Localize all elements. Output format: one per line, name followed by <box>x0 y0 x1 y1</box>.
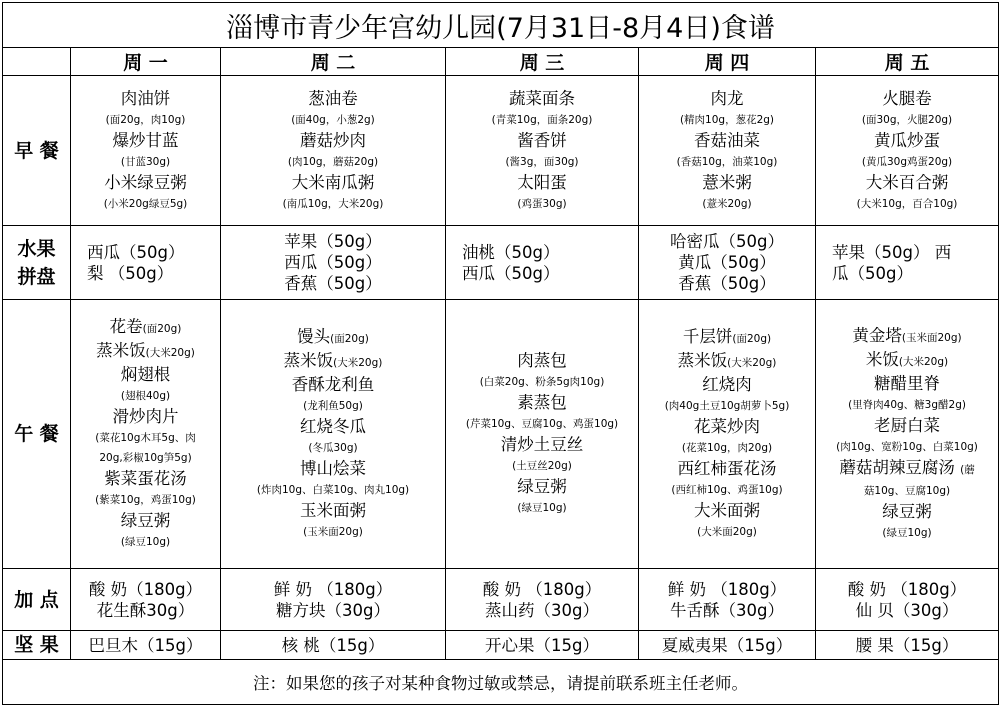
dish-line <box>816 349 998 373</box>
dish-name: 肉龙 <box>710 88 744 108</box>
fruit-cell <box>221 226 446 300</box>
lunch-cell <box>71 300 221 569</box>
dish-ingredients: (绿豆10g) <box>517 502 567 514</box>
dish-name: 酱香饼 <box>517 130 567 150</box>
dish-ingredients: (面20g，肉10g) <box>105 113 186 126</box>
dish-ingredients: (玉米面20g) <box>901 332 962 344</box>
dish-ingredients: (花菜10g，肉20g) <box>681 442 773 454</box>
dish-ingredients: (精肉10g，葱花2g) <box>679 113 775 126</box>
dish-name: 蒸米饭 <box>96 341 146 360</box>
dish-ingredients: (黄瓜30g鸡蛋20g) <box>861 155 953 168</box>
nuts-cell: 开心果（15g） <box>446 631 639 660</box>
snack-row <box>3 569 999 631</box>
item-line: 苹果（50g） 西 <box>832 242 952 262</box>
dish-name: 博山烩菜 <box>300 459 366 478</box>
item-line: 鲜 奶 （180g） <box>667 579 787 599</box>
row-label-fruit-line2: 拼盘 <box>17 265 56 288</box>
item-line: 仙 贝（30g） <box>855 600 959 620</box>
dish-name: 花卷 <box>109 317 143 336</box>
breakfast-cell <box>71 76 221 226</box>
day-header-thu: 周 四 <box>639 48 816 76</box>
dish-line <box>71 316 220 340</box>
fruit-cell <box>446 226 639 300</box>
dish-name: 馒头 <box>297 327 331 346</box>
nuts-cell: 夏威夷果（15g） <box>639 631 816 660</box>
lunch-row <box>3 300 999 569</box>
breakfast-cell <box>221 76 446 226</box>
dish-ingredients: (面20g) <box>142 323 182 335</box>
dish-name: 香菇油菜 <box>694 130 760 150</box>
dish-ingredients: (肉40g土豆10g胡萝卜5g) <box>664 400 790 412</box>
row-label-fruit-line1: 水果 <box>17 237 56 260</box>
dish-ingredients: (土豆丝20g) <box>512 460 572 472</box>
day-header-row <box>3 48 999 76</box>
dish-name: 玉米面粥 <box>300 501 366 520</box>
menu-table <box>2 2 999 705</box>
dish-ingredients: (大米10g，百合10g) <box>856 197 958 210</box>
dish-name: 绿豆粥 <box>517 477 567 496</box>
dish-name: 大米南瓜粥 <box>291 172 375 192</box>
page-title: 淄博市青少年宫幼儿园(7月31日-8月4日)食谱 <box>3 3 999 48</box>
dish-line <box>816 325 998 349</box>
item-line: 酸 奶 （180g） <box>482 579 602 599</box>
day-header-tue: 周 二 <box>221 48 446 76</box>
item-line: 油桃（50g） <box>462 242 560 262</box>
item-line: 西瓜（50g） <box>87 242 185 262</box>
row-label-breakfast: 早 餐 <box>3 76 71 226</box>
dish-name: 黄瓜炒蛋 <box>874 130 941 150</box>
dish-ingredients: (蘑 <box>960 464 975 476</box>
dish-name: 肉蒸包 <box>517 351 567 370</box>
snack-cell <box>816 569 999 631</box>
dish-name: 蔬菜面条 <box>509 88 575 108</box>
fruit-cell <box>816 226 999 300</box>
dish-ingredients: (菜花10g木耳5g、肉 <box>95 432 196 444</box>
dish-ingredients: (香菇10g，油菜10g) <box>676 155 778 168</box>
row-label-nuts: 坚 果 <box>3 631 71 660</box>
fruit-cell <box>639 226 816 300</box>
dish-line <box>639 326 815 350</box>
dish-name: 火腿卷 <box>882 88 932 108</box>
row-label-fruit <box>3 226 71 300</box>
dish-name: 滑炒肉片 <box>112 407 179 426</box>
dish-name: 老厨白菜 <box>874 416 941 435</box>
item-line: 梨 （50g） <box>87 263 174 283</box>
item-line: 酸 奶（180g） <box>88 579 203 599</box>
dish-ingredients: (大米20g) <box>333 357 383 369</box>
dish-name: 绿豆粥 <box>882 502 932 521</box>
dish-name: 蒸米饭 <box>677 351 728 370</box>
dish-ingredients: (薏米20g) <box>702 197 752 210</box>
dish-line <box>816 457 998 481</box>
dish-ingredients: (青菜10g，面条20g) <box>491 113 593 126</box>
dish-ingredients: (鸡蛋30g) <box>517 197 567 210</box>
dish-name: 红烧肉 <box>702 375 752 394</box>
fruit-cell <box>71 226 221 300</box>
dish-name: 焖翅根 <box>120 365 171 384</box>
dish-ingredients: (紫菜10g，鸡蛋10g) <box>95 494 196 506</box>
item-line: 香蕉（50g） <box>284 274 382 293</box>
nuts-cell: 核 桃（15g） <box>221 631 446 660</box>
breakfast-cell <box>639 76 816 226</box>
dish-name: 紫菜蛋花汤 <box>104 469 187 488</box>
dish-name: 红烧冬瓜 <box>300 417 366 436</box>
fruit-row <box>3 226 999 300</box>
dish-line <box>221 350 445 374</box>
day-header-fri: 周 五 <box>816 48 999 76</box>
dish-name: 大米面粥 <box>694 501 760 520</box>
item-line: 酸 奶 （180g） <box>847 579 967 599</box>
snack-cell <box>639 569 816 631</box>
dish-ingredients: (玉米面20g) <box>303 526 363 538</box>
dish-ingredients: (小米20g绿豆5g) <box>103 197 188 210</box>
menu-sheet <box>2 2 998 696</box>
dish-name: 薏米粥 <box>702 172 752 192</box>
dish-name: 小米绿豆粥 <box>104 172 187 192</box>
item-line: 牛舌酥（30g） <box>670 600 784 620</box>
item-line: 鲜 奶 （180g） <box>273 579 393 599</box>
dish-name: 蘑菇胡辣豆腐汤 <box>839 458 961 477</box>
dish-line <box>639 350 815 374</box>
item-line: 西瓜（50g） <box>284 253 382 272</box>
dish-name: 蘑菇炒肉 <box>300 130 366 150</box>
dish-ingredients: (酱3g，面30g) <box>505 155 579 168</box>
dish-name: 糖醋里脊 <box>874 374 941 393</box>
day-header-mon: 周 一 <box>71 48 221 76</box>
item-line: 黄瓜（50g） <box>678 253 776 272</box>
dish-name: 西红柿蛋花汤 <box>677 459 777 478</box>
item-line: 苹果（50g） <box>284 232 382 251</box>
dish-ingredients: (芹菜10g、豆腐10g、鸡蛋10g) <box>465 418 619 430</box>
dish-ingredients: (绿豆10g) <box>882 527 932 539</box>
dish-ingredients: (翅根40g) <box>120 390 171 402</box>
dish-ingredients: 菇10g、豆腐10g) <box>863 485 951 497</box>
dish-name: 太阳蛋 <box>517 172 567 192</box>
breakfast-cell <box>446 76 639 226</box>
dish-ingredients: (大米面20g) <box>697 526 757 538</box>
dish-ingredients: (炸肉10g、白菜10g、肉丸10g) <box>256 484 410 496</box>
item-line: 花生酥30g） <box>96 600 195 620</box>
item-line: 香蕉（50g） <box>678 274 776 293</box>
dish-ingredients: (南瓜10g，大米20g) <box>282 197 384 210</box>
dish-name: 肉油饼 <box>120 88 171 108</box>
breakfast-cell <box>816 76 999 226</box>
dish-ingredients: (冬瓜30g) <box>308 442 358 454</box>
dish-name: 香酥龙利鱼 <box>291 375 375 394</box>
row-label-lunch: 午 餐 <box>3 300 71 569</box>
dish-ingredients: (面20g) <box>330 333 369 345</box>
dish-ingredients: (龙利鱼50g) <box>303 400 363 412</box>
breakfast-row <box>3 76 999 226</box>
dish-name: 绿豆粥 <box>120 511 171 530</box>
lunch-cell <box>221 300 446 569</box>
dish-ingredients: (大米20g) <box>145 347 195 359</box>
item-line: 瓜（50g） <box>832 263 913 283</box>
lunch-cell <box>639 300 816 569</box>
dish-ingredients: (肉10g，蘑菇20g) <box>287 155 379 168</box>
dish-name: 素蒸包 <box>517 393 567 412</box>
dish-ingredients: 20g,彩椒10g笋5g) <box>99 452 192 464</box>
dish-ingredients: (面20g) <box>732 333 772 345</box>
item-line: 蒸山药（30g） <box>485 600 599 620</box>
dish-ingredients: (肉10g、宽粉10g、白菜10g) <box>836 441 978 453</box>
dish-line <box>71 340 220 364</box>
dish-name: 大米百合粥 <box>865 172 949 192</box>
footer-note: 注：如果您的孩子对某种食物过敏或禁忌，请提前联系班主任老师。 <box>3 660 999 705</box>
day-header-wed: 周 三 <box>446 48 639 76</box>
corner-cell <box>3 48 71 76</box>
item-line: 哈密瓜（50g） <box>670 232 784 251</box>
dish-line <box>221 326 445 350</box>
dish-ingredients: (绿豆10g) <box>120 536 171 548</box>
dish-ingredients: (面30g，火腿20g) <box>861 113 953 126</box>
nuts-row <box>3 631 999 660</box>
snack-cell <box>71 569 221 631</box>
snack-cell <box>446 569 639 631</box>
dish-name: 蒸米饭 <box>283 351 334 370</box>
dish-ingredients: (里脊肉40g、糖3g醋2g) <box>848 399 966 411</box>
dish-name: 爆炒甘蓝 <box>112 130 179 150</box>
dish-name: 黄金塔 <box>852 326 902 345</box>
nuts-cell: 腰 果（15g） <box>816 631 999 660</box>
snack-cell <box>221 569 446 631</box>
item-line: 糖方块（30g） <box>276 600 390 620</box>
dish-name: 清炒土豆丝 <box>500 435 584 454</box>
nuts-cell: 巴旦木（15g） <box>71 631 221 660</box>
row-label-snack: 加 点 <box>3 569 71 631</box>
dish-ingredients: (西红柿10g、鸡蛋10g) <box>671 484 783 496</box>
dish-name: 葱油卷 <box>308 88 358 108</box>
dish-name: 花菜炒肉 <box>694 417 760 436</box>
lunch-cell <box>816 300 999 569</box>
dish-ingredients: (大米20g) <box>727 357 777 369</box>
dish-ingredients: (面40g，小葱2g) <box>291 113 375 126</box>
dish-ingredients: (甘蓝30g) <box>120 155 171 168</box>
lunch-cell <box>446 300 639 569</box>
dish-name: 米饭 <box>865 350 899 369</box>
dish-ingredients: (大米20g) <box>898 356 949 368</box>
dish-ingredients: (白菜20g、粉条5g肉10g) <box>479 376 605 388</box>
dish-name: 千层饼 <box>682 327 733 346</box>
item-line: 西瓜（50g） <box>462 263 560 283</box>
